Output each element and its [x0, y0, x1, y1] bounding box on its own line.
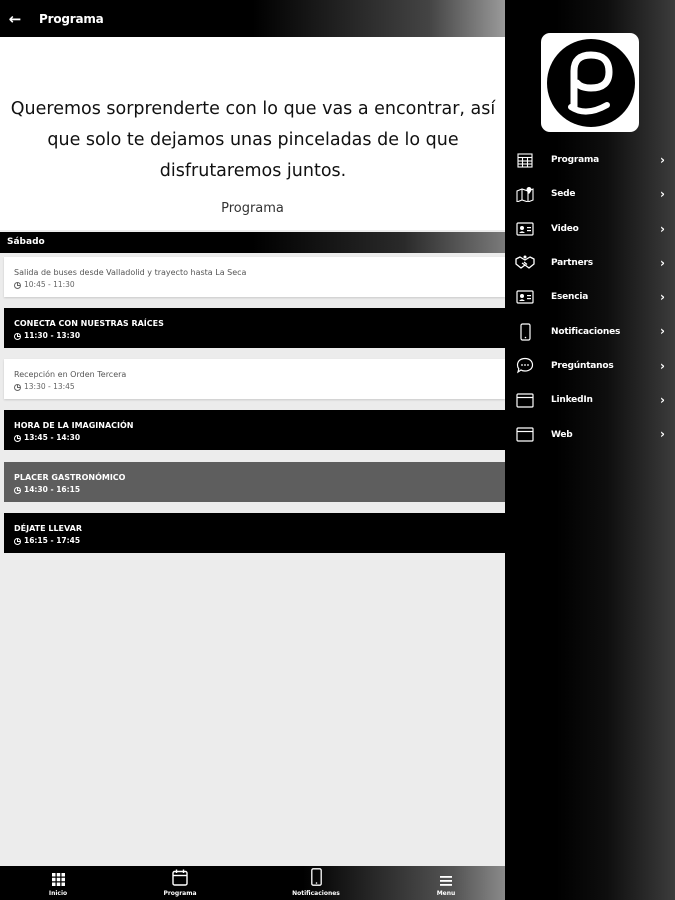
event-time — [14, 432, 505, 444]
chevron-right-icon: › — [660, 187, 665, 202]
clock-icon — [14, 435, 21, 442]
chevron-right-icon: › — [660, 153, 665, 167]
intro-section — [0, 37, 505, 230]
drawer-item-label: Partners — [551, 258, 593, 269]
phone-icon — [281, 866, 351, 886]
event-time — [14, 381, 505, 393]
event-title: CONECTA CON NUESTRAS RAÍCES — [14, 319, 164, 328]
drawer-item-label: Programa — [551, 155, 600, 166]
clock-icon — [14, 384, 21, 391]
page-title: Programa — [39, 11, 104, 26]
clock-icon — [14, 538, 21, 545]
drawer-item-preguntanos[interactable] — [505, 349, 675, 383]
chevron-right-icon: › — [660, 427, 665, 442]
chevron-right-icon: › — [660, 221, 665, 236]
day-header: Sábado — [0, 232, 505, 253]
browser-window-icon — [515, 390, 535, 410]
chevron-right-icon: › — [660, 290, 665, 305]
tab-label: Notificaciones — [292, 890, 340, 897]
event-time-text: 11:30 - 13:30 — [24, 331, 81, 340]
drawer-item-label: Sede — [551, 189, 576, 200]
event-card[interactable] — [4, 308, 505, 348]
drawer-menu — [505, 143, 675, 452]
clock-icon — [14, 333, 21, 340]
event-title: Recepción en Orden Tercera — [14, 370, 127, 379]
intro-line: Queremos sorprenderte con lo que vas a encontrar, así — [10, 99, 496, 119]
drawer-item-label: Notificaciones — [551, 326, 621, 337]
event-time — [14, 330, 505, 342]
brand-logo — [541, 33, 639, 132]
event-card[interactable] — [4, 257, 505, 297]
event-title: DÉJATE LLEVAR — [14, 524, 83, 533]
top-app-bar — [0, 0, 505, 37]
drawer-item-web[interactable] — [505, 417, 675, 451]
calendar-icon — [145, 866, 215, 886]
tab-label: Menu — [436, 890, 456, 897]
event-time — [14, 484, 505, 496]
intro-line: que solo te dejamos unas pinceladas de lo que — [47, 130, 459, 150]
event-time-text: 16:15 - 17:45 — [24, 536, 81, 545]
clock-icon — [14, 282, 21, 289]
event-card[interactable] — [4, 410, 505, 450]
tab-label: Inicio — [48, 890, 68, 897]
map-icon — [515, 184, 535, 204]
tab-notificaciones[interactable] — [281, 866, 351, 900]
id-card-icon — [515, 219, 535, 239]
event-time-text: 10:45 - 11:30 — [24, 280, 75, 289]
drawer-item-sede[interactable] — [505, 177, 675, 211]
tab-menu[interactable] — [411, 866, 481, 900]
event-card[interactable] — [4, 513, 505, 553]
id-card-icon — [515, 287, 535, 307]
chevron-right-icon: › — [660, 358, 665, 373]
hamburger-icon — [411, 866, 481, 886]
tab-label: Programa — [163, 890, 197, 897]
drawer-item-label: Esencia — [551, 292, 589, 303]
event-time — [14, 279, 505, 291]
bottom-tab-bar — [0, 866, 505, 900]
intro-text — [8, 94, 498, 187]
chevron-right-icon: › — [660, 393, 665, 408]
drawer-item-label: LinkedIn — [551, 395, 593, 406]
calendar-grid-icon — [515, 150, 535, 170]
drawer-item-partners[interactable] — [505, 246, 675, 280]
event-title: PLACER GASTRONÓMICO — [14, 473, 126, 482]
drawer-item-label: Pregúntanos — [551, 360, 614, 371]
side-drawer — [505, 0, 675, 900]
tab-programa[interactable] — [145, 866, 215, 900]
event-time-text: 13:45 - 14:30 — [24, 433, 81, 442]
event-title: Salida de buses desde Valladolid y trayecto hasta La Seca — [14, 268, 247, 277]
arrow-left-icon[interactable]: ← — [8, 9, 22, 28]
handshake-icon — [515, 253, 535, 273]
drawer-item-video[interactable] — [505, 212, 675, 246]
drawer-item-programa[interactable] — [505, 143, 675, 177]
clock-icon — [14, 487, 21, 494]
intro-line: disfrutaremos juntos. — [159, 161, 347, 181]
section-label: Programa — [221, 201, 284, 216]
event-card[interactable] — [4, 359, 505, 399]
chevron-right-icon: › — [660, 324, 665, 339]
drawer-item-label: Video — [551, 223, 579, 234]
event-time-text: 14:30 - 16:15 — [24, 485, 81, 494]
grid-icon — [23, 866, 93, 886]
chat-bubble-icon — [515, 356, 535, 376]
event-card[interactable] — [4, 462, 505, 502]
browser-window-icon — [515, 425, 535, 445]
drawer-item-linkedin[interactable] — [505, 383, 675, 417]
event-time-text: 13:30 - 13:45 — [24, 382, 75, 391]
event-title: HORA DE LA IMAGINACIÓN — [14, 421, 134, 430]
chevron-right-icon: › — [660, 255, 665, 270]
event-time — [14, 535, 505, 547]
drawer-item-notificaciones[interactable] — [505, 314, 675, 348]
drawer-item-label: Web — [551, 429, 573, 440]
tab-inicio[interactable] — [23, 866, 93, 900]
drawer-item-esencia[interactable] — [505, 280, 675, 314]
phone-icon — [515, 322, 535, 342]
